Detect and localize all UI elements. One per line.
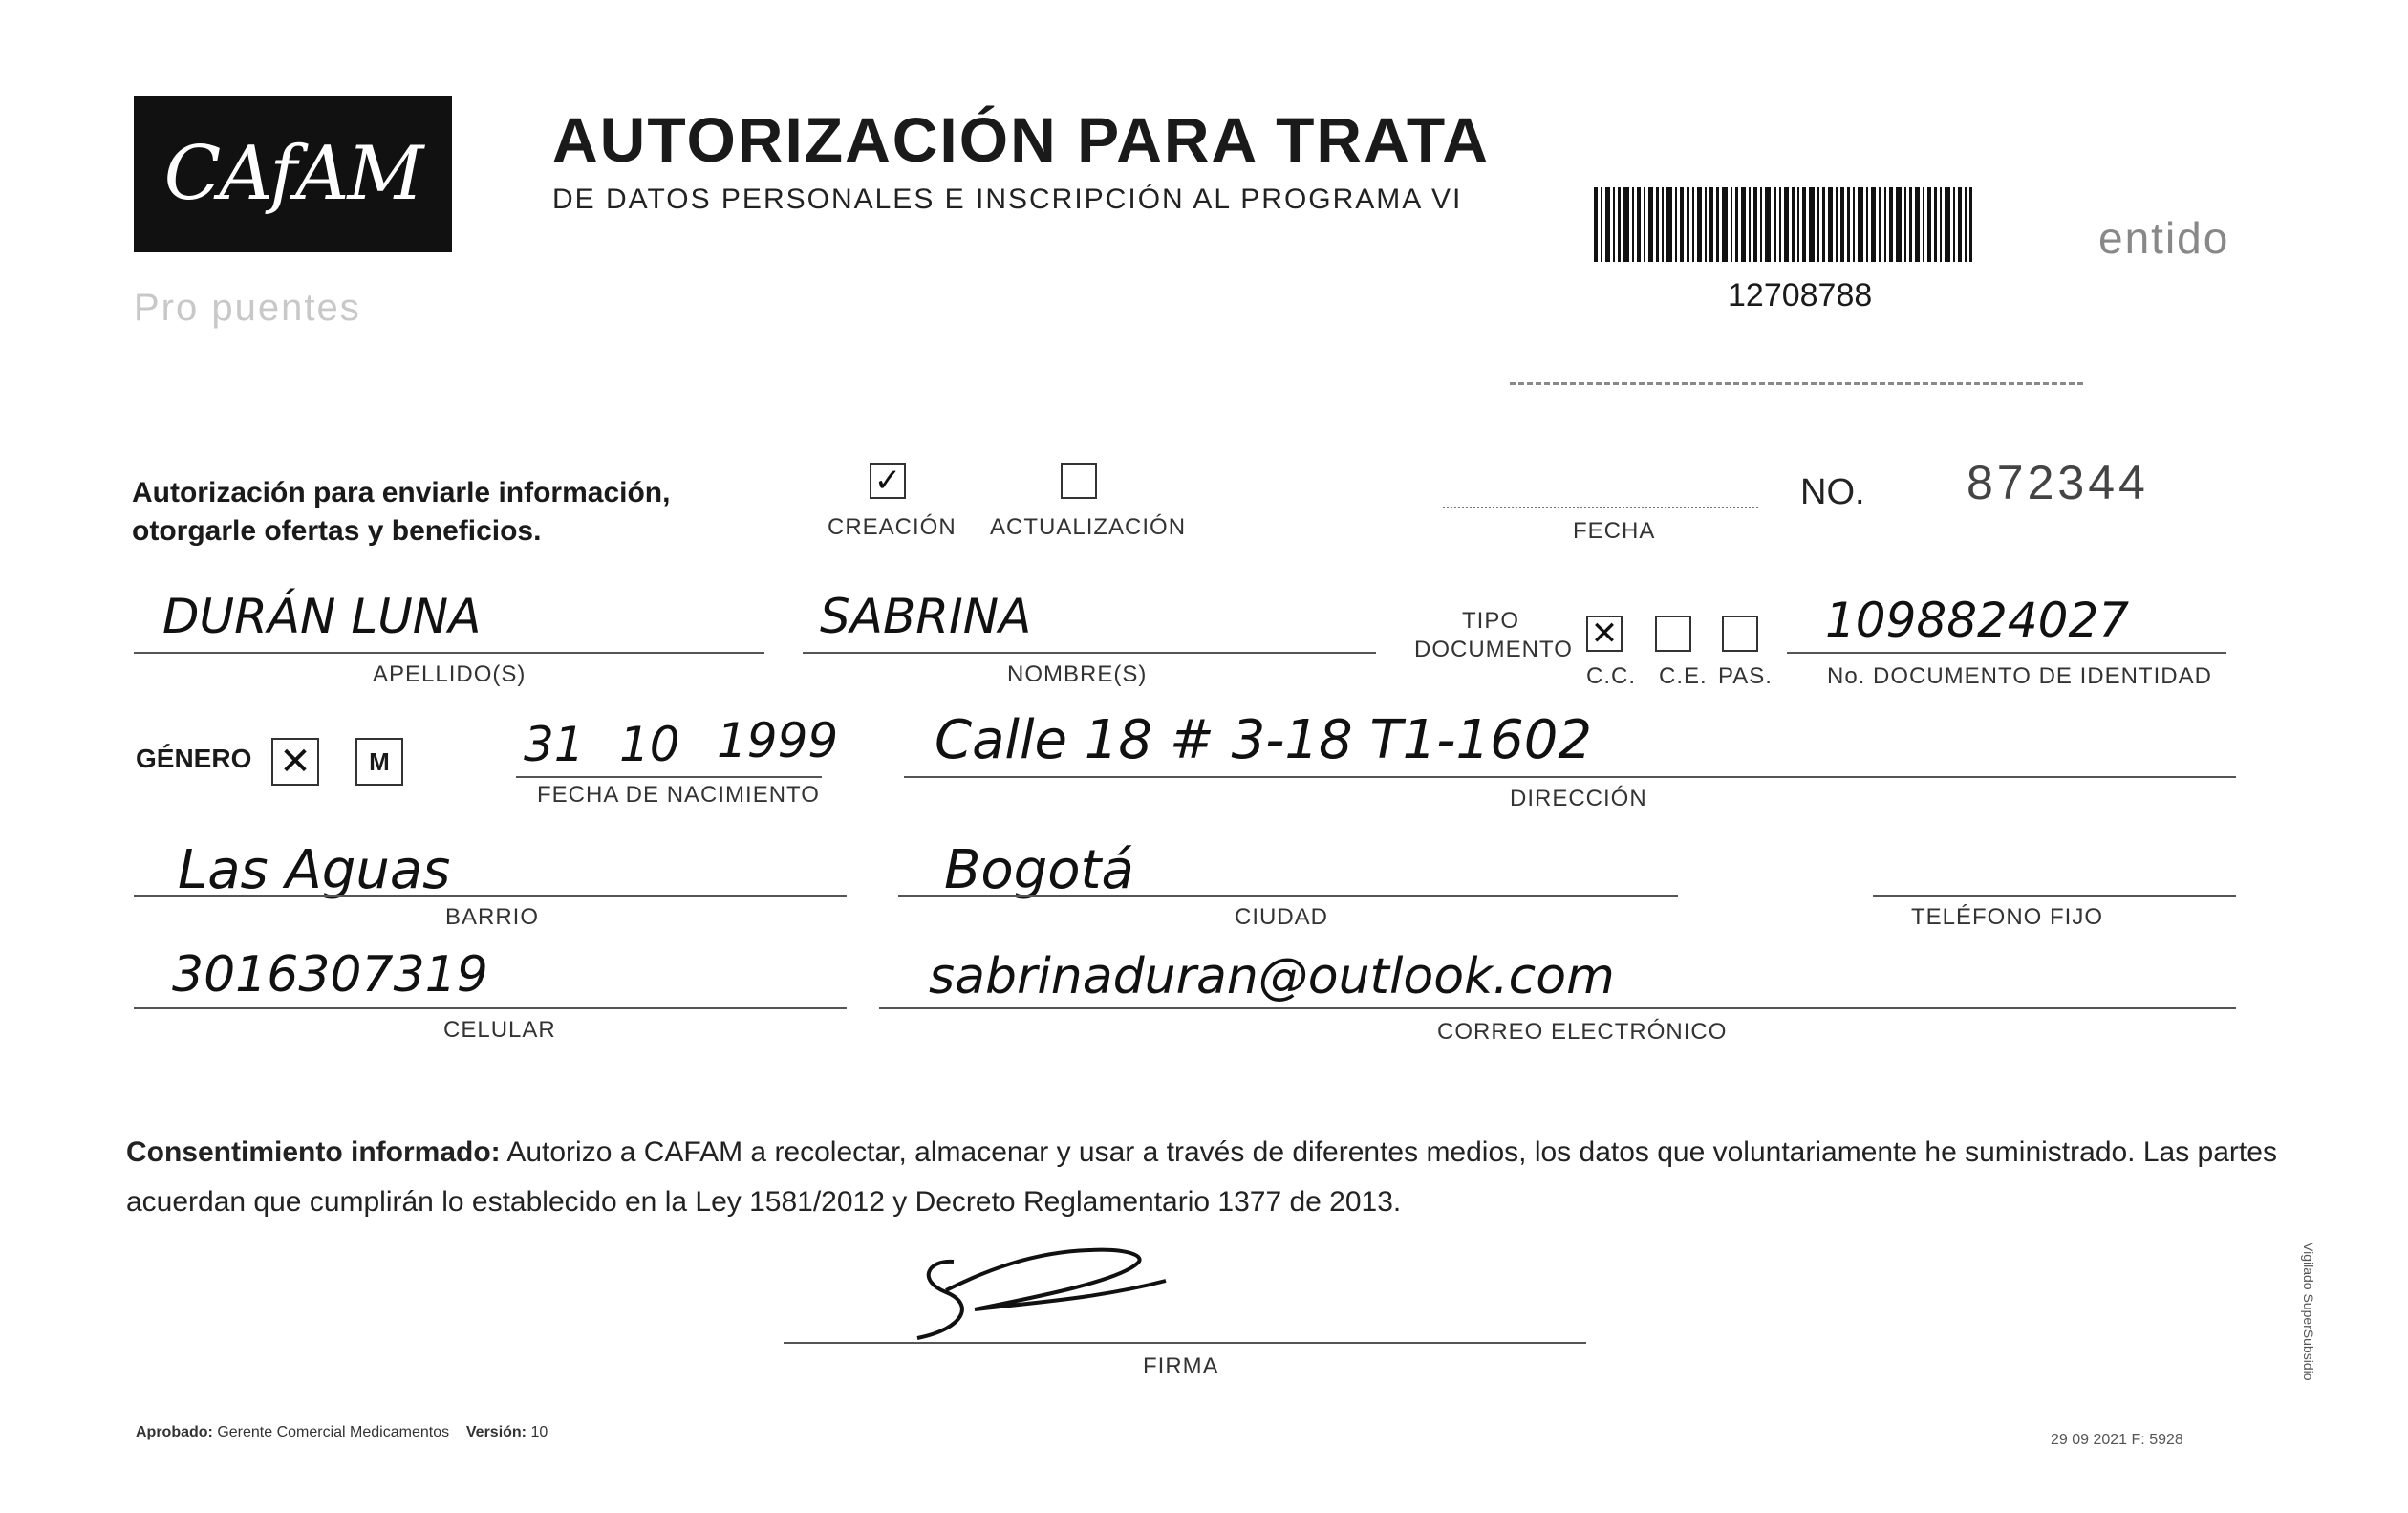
nacimiento-month[interactable]: 10 bbox=[619, 717, 680, 772]
x-mark-icon: ✕ bbox=[1590, 616, 1619, 652]
firma-label: FIRMA bbox=[1143, 1353, 1219, 1379]
nacimiento-label: FECHA DE NACIMIENTO bbox=[537, 782, 820, 808]
fecha-label: FECHA bbox=[1573, 518, 1656, 544]
barrio-label: BARRIO bbox=[445, 904, 540, 930]
aprobado-value: Gerente Comercial Medicamentos bbox=[217, 1424, 450, 1440]
pas-label: PAS. bbox=[1718, 663, 1773, 689]
nacimiento-day[interactable]: 31 bbox=[524, 717, 585, 772]
version-label: Versión: bbox=[465, 1424, 527, 1440]
barcode bbox=[1594, 187, 1972, 262]
genero-f-checkbox[interactable] bbox=[271, 738, 319, 786]
aprobado-label: Aprobado: bbox=[136, 1424, 213, 1440]
ce-checkbox[interactable] bbox=[1655, 616, 1691, 652]
consent-text: Autorizo a CAFAM a recolectar, almacenar y usar a través de diferentes medios, los datos que voluntariamente he suministrado. Las partes acuerdan que cumplirán lo establecido en la Ley 1581/2012 y Decreto Reglamentario 1377 de 2013. bbox=[126, 1136, 2277, 1218]
form-number-value: 872344 bbox=[1967, 456, 2149, 509]
genero-m-checkbox[interactable] bbox=[355, 738, 403, 786]
pas-checkbox[interactable] bbox=[1722, 616, 1758, 652]
apellidos-label: APELLIDO(S) bbox=[373, 661, 527, 687]
footer-date-code: 29 09 2021 F: 5928 bbox=[2051, 1432, 2183, 1448]
logo-text: CAfAM bbox=[163, 131, 422, 217]
vigilado-vertical-text: Vigilado SuperSubsidio bbox=[2301, 1243, 2316, 1381]
documento-line bbox=[1787, 652, 2226, 654]
version-value: 10 bbox=[530, 1424, 548, 1440]
footer-approval bbox=[136, 1424, 548, 1441]
authorization-line-1: Autorización para enviarle información, bbox=[132, 477, 671, 508]
cc-label: C.C. bbox=[1586, 663, 1636, 689]
documento-value[interactable]: 1098824027 bbox=[1825, 593, 2130, 648]
genero-m-label: M bbox=[369, 746, 390, 776]
telefono-label: TELÉFONO FIJO bbox=[1911, 904, 2104, 930]
authorization-line-2: otorgarle ofertas y beneficios. bbox=[132, 515, 542, 547]
correo-line bbox=[879, 1007, 2236, 1009]
firma-line bbox=[784, 1342, 1586, 1344]
ciudad-line bbox=[898, 895, 1678, 897]
form-subtitle: DE DATOS PERSONALES E INSCRIPCIÓN AL PROGRAMA VI bbox=[552, 184, 1463, 215]
actualizacion-checkbox[interactable] bbox=[1061, 463, 1097, 499]
creacion-checkbox[interactable] bbox=[870, 463, 906, 499]
ce-label: C.E. bbox=[1659, 663, 1708, 689]
logo-subtitle: Pro puentes bbox=[134, 287, 361, 329]
ciudad-value[interactable]: Bogotá bbox=[944, 839, 1134, 901]
consent-bold-prefix: Consentimiento informado: bbox=[126, 1136, 501, 1168]
direccion-line bbox=[904, 776, 2236, 778]
authorization-text bbox=[132, 474, 670, 551]
barrio-value[interactable]: Las Aguas bbox=[178, 839, 451, 901]
barrio-line bbox=[134, 895, 847, 897]
cut-off-header-text: entido bbox=[2098, 213, 2230, 263]
consent-paragraph bbox=[126, 1128, 2362, 1227]
ciudad-label: CIUDAD bbox=[1235, 904, 1329, 930]
form-number-label: NO. bbox=[1800, 472, 1865, 512]
nombres-line bbox=[803, 652, 1376, 654]
barcode-number: 12708788 bbox=[1728, 277, 1873, 313]
celular-value[interactable]: 3016307319 bbox=[172, 946, 488, 1004]
correo-value[interactable]: sabrinaduran@outlook.com bbox=[929, 948, 1615, 1005]
actualizacion-label: ACTUALIZACIÓN bbox=[990, 514, 1187, 540]
cafam-logo bbox=[134, 96, 452, 252]
fecha-line bbox=[1443, 507, 1758, 508]
cc-checkbox[interactable] bbox=[1586, 616, 1623, 652]
tipo-documento-label-2: DOCUMENTO bbox=[1414, 637, 1573, 662]
check-mark-icon: ✓ bbox=[873, 463, 902, 499]
correo-label: CORREO ELECTRÓNICO bbox=[1437, 1019, 1728, 1045]
form-title: AUTORIZACIÓN PARA TRATA bbox=[552, 104, 1490, 175]
x-mark-icon: ✕ bbox=[279, 741, 312, 783]
creacion-label: CREACIÓN bbox=[828, 514, 957, 540]
documento-label: No. DOCUMENTO DE IDENTIDAD bbox=[1827, 663, 2212, 689]
direccion-label: DIRECCIÓN bbox=[1510, 786, 1647, 811]
tipo-documento-label-1: TIPO bbox=[1462, 608, 1520, 634]
signature-scribble bbox=[898, 1243, 1185, 1348]
nombres-value[interactable]: SABRINA bbox=[820, 589, 1032, 644]
genero-label: GÉNERO bbox=[136, 744, 252, 773]
direccion-value[interactable]: Calle 18 # 3-18 T1-1602 bbox=[935, 709, 1593, 771]
nombres-label: NOMBRE(S) bbox=[1007, 661, 1148, 687]
celular-label: CELULAR bbox=[443, 1017, 556, 1043]
apellidos-value[interactable]: DURÁN LUNA bbox=[162, 589, 482, 644]
nacimiento-line bbox=[516, 776, 822, 778]
dashed-divider bbox=[1510, 382, 2083, 385]
nacimiento-year[interactable]: 1999 bbox=[717, 713, 839, 768]
apellidos-line bbox=[134, 652, 764, 654]
celular-line bbox=[134, 1007, 847, 1009]
telefono-line bbox=[1873, 895, 2236, 897]
